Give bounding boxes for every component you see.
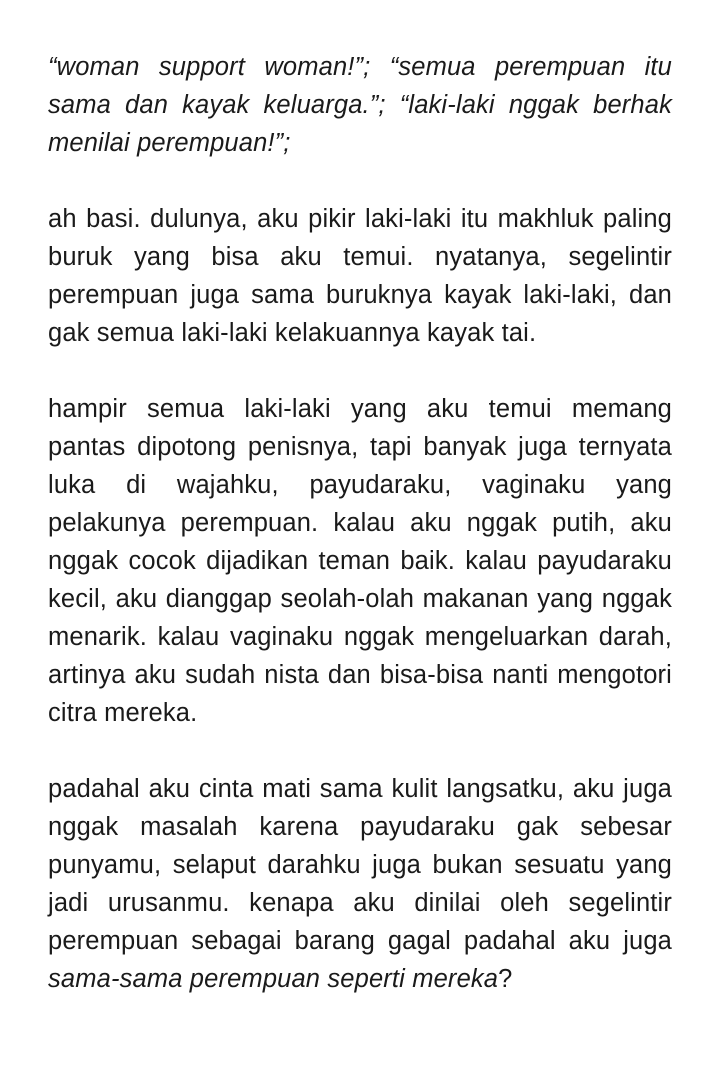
paragraph-2: ah basi. dulunya, aku pikir laki-laki itu makhluk paling buruk yang bisa aku temui. nyatanya, segelintir perempuan juga sama buruknya kayak laki-laki, dan gak semua laki-laki kelakuannya kayak tai. bbox=[48, 205, 672, 347]
paragraph-4-italic-text: sama-sama perempuan seperti mereka bbox=[48, 965, 499, 993]
paragraph-3: hampir semua laki-laki yang aku temui memang pantas dipotong penisnya, tapi banyak juga ternyata luka di wajahku, payudaraku, vaginaku yang pelakunya perempuan. kalau aku nggak putih, aku nggak cocok dijadikan teman baik. kalau payudaraku kecil, aku dianggap seolah-olah makanan yang nggak menarik. kalau vaginaku nggak mengeluarkan darah, artinya aku sudah nista dan bisa-bisa nanti mengotori citra mereka. bbox=[48, 395, 672, 727]
paragraph-4 bbox=[48, 770, 672, 998]
document-page bbox=[48, 48, 672, 1036]
paragraph-quotes: “woman support woman!”; “semua perempuan itu sama dan kayak keluarga.”; “laki-laki nggak berhak menilai perempuan!”; bbox=[48, 53, 672, 157]
paragraph-4-text: padahal aku cinta mati sama kulit langsatku, aku juga nggak masalah karena payudaraku gak sebesar punyamu, selaput darahku juga bukan sesuatu yang jadi urusanmu. kenapa aku dinilai oleh segelintir perempuan sebagai barang gagal padahal aku juga bbox=[48, 775, 672, 955]
paragraph-4-end: ? bbox=[498, 965, 513, 993]
